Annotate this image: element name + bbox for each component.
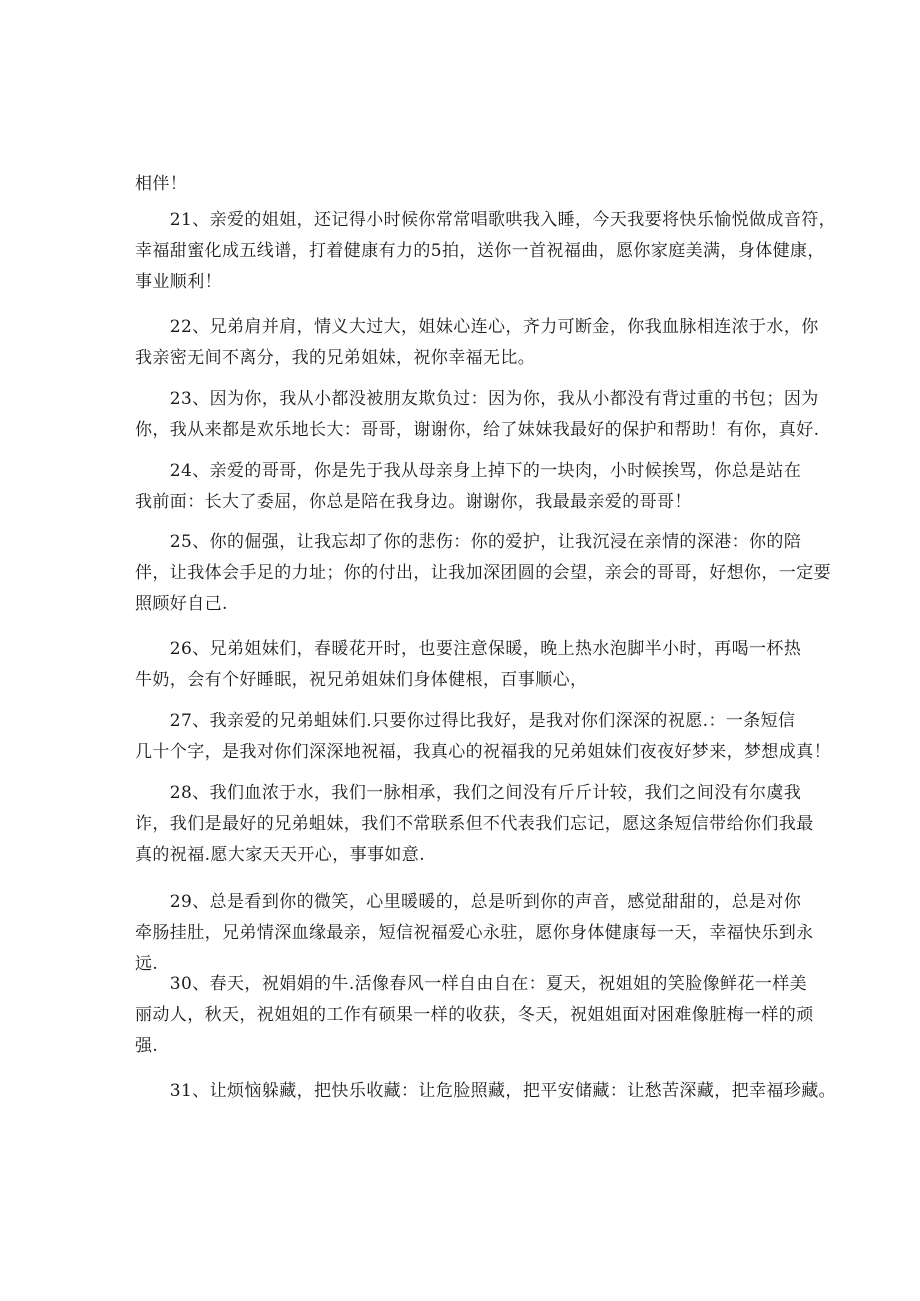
paragraph-29 bbox=[135, 887, 814, 980]
text-line: 27、我亲爱的兄弟蛆妹们.只要你过得比我好，是我对你们深深的祝愿.：一条短信 bbox=[135, 711, 796, 731]
text-line: 相伴！ bbox=[135, 174, 188, 194]
paragraph-23 bbox=[135, 384, 820, 446]
text-line: 25、你的倔强，让我忘却了你的悲伤：你的爱护，让我沉浸在亲情的深港：你的陪 bbox=[135, 532, 802, 552]
text-line: 照顾好自己. bbox=[135, 594, 228, 614]
paragraph-30 bbox=[135, 969, 814, 1062]
text-line: 几十个字，是我对你们深深地祝福，我真心的祝福我的兄弟姐妹们夜夜好梦来，梦想成真！ bbox=[135, 742, 831, 762]
text-line: 真的祝福.愿大家天天开心，事事如意. bbox=[135, 845, 426, 865]
text-line: 你，我从来都是欢乐地长大：哥哥，谢谢你，给了妹妹我最好的保护和帮助！有你，真好. bbox=[135, 420, 820, 440]
paragraph-21 bbox=[135, 205, 837, 298]
text-line: 28、我们血浓于水，我们一脉相承，我们之间没有斤斤计较，我们之间没有尔虞我 bbox=[135, 783, 802, 803]
text-line: 23、因为你，我从小都没被朋友欺负过：因为你，我从小都没有背过重的书包；因为 bbox=[135, 389, 819, 409]
text-line: 事业顺利！ bbox=[135, 272, 222, 292]
text-line: 诈，我们是最好的兄弟蛆妹，我们不常联系但不代表我们忘记，愿这条短信带给你们我最 bbox=[135, 814, 814, 834]
paragraph-25 bbox=[135, 527, 831, 620]
paragraph-24 bbox=[135, 456, 802, 518]
paragraph-22 bbox=[135, 312, 819, 374]
text-line: 29、总是看到你的微笑，心里暖暖的，总是听到你的声音，感觉甜甜的，总是对你 bbox=[135, 892, 802, 912]
text-line: 24、亲爱的哥哥，你是先于我从母亲身上掉下的一块肉，小时候挨骂，你总是站在 bbox=[135, 461, 802, 481]
text-line: 幸福甜蜜化成五线谱，打着健康有力的5拍，送你一首祝福曲，愿你家庭美满，身体健康， bbox=[135, 241, 825, 261]
text-line: 22、兄弟肩并肩，情义大过大，姐妹心连心，齐力可断金，你我血脉相连浓于水，你 bbox=[135, 317, 819, 337]
text-line: 26、兄弟姐妹们，春暖花开时，也要注意保暖，晚上热水泡脚半小时，再喝一杯热 bbox=[135, 639, 802, 659]
paragraph-20-tail bbox=[135, 169, 795, 200]
text-line: 强. bbox=[135, 1036, 159, 1056]
text-line: 我前面：长大了委屈，你总是陪在我身边。谢谢你，我最最亲爱的哥哥！ bbox=[135, 492, 692, 512]
text-line: 丽动人，秋天，祝姐姐的工作有硕果一样的收获，冬天，祝姐姐面对困难像脏梅一样的顽 bbox=[135, 1005, 814, 1025]
text-line: 伴，让我体会手足的力址；你的付出，让我加深团圆的会望，亲会的哥哥，好想你，一定要 bbox=[135, 563, 831, 583]
paragraph-31 bbox=[135, 1076, 837, 1107]
text-line: 牛奶，会有个好睡眠，祝兄弟姐妹们身体健根，百事顺心， bbox=[135, 670, 588, 690]
paragraph-26 bbox=[135, 634, 802, 696]
text-line: 30、春天，祝娟娟的牛.活像春风一样自由自在：夏天，祝姐姐的笑脸像鲜花一样美 bbox=[135, 974, 808, 994]
text-line: 远. bbox=[135, 954, 159, 974]
paragraph-27 bbox=[135, 706, 831, 768]
text-line: 21、亲爱的姐姐，还记得小时候你常常唱歌哄我入睡，今天我要将快乐愉悦做成音符， bbox=[135, 210, 837, 230]
text-line: 我亲密无间不离分，我的兄弟姐妹，祝你幸福无比。 bbox=[135, 348, 536, 368]
text-line: 牵肠挂肚，兄弟情深血缘最亲，短信祝福爱心永驻，愿你身体健康每一天，幸福快乐到永 bbox=[135, 923, 814, 943]
paragraph-28 bbox=[135, 778, 814, 871]
text-line: 31、让烦恼躲藏，把快乐收藏：让危脸照藏，把平安储藏：让愁苦深藏，把幸福珍藏。 bbox=[135, 1081, 837, 1101]
